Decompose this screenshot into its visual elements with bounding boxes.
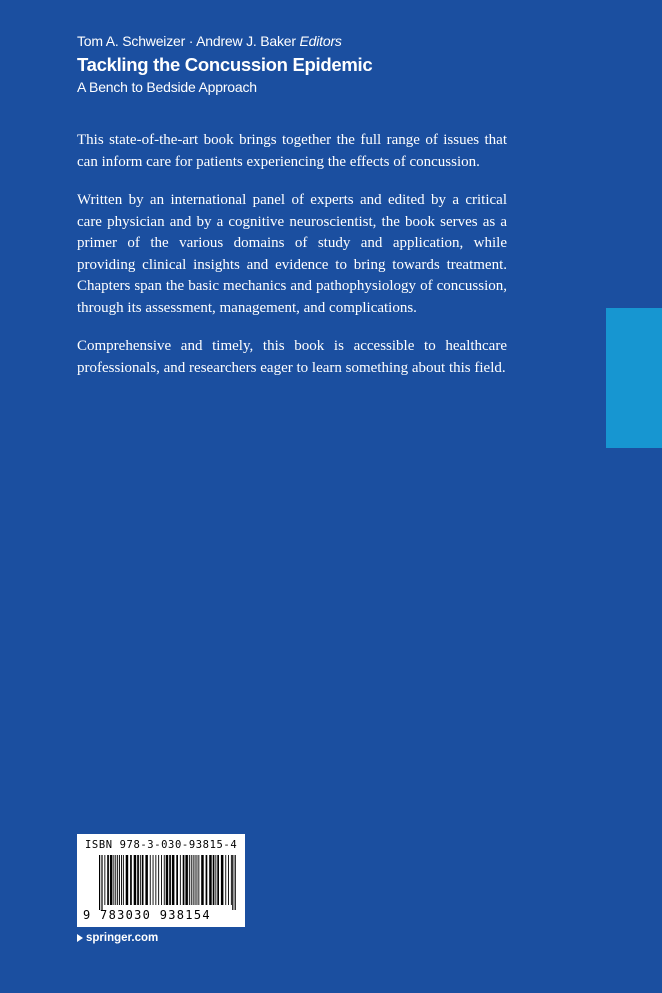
blurb-paragraph-3: Comprehensive and timely, this book is accessible to healthcare professionals, and researchers eager to learn something about this field. [77, 338, 507, 376]
barcode-icon [99, 855, 237, 910]
blurb-paragraph-2: Written by an international panel of experts and edited by a critical care physician and by a cognitive neuroscientist, the book serves as a primer of the various domains of study and application, while providing clinical insights and evidence to bring towards treatment. Chapters span the basic mechanics and pathophysiology of concussion, through its assessment, management, and complications. [77, 192, 507, 316]
editors-line [77, 33, 342, 49]
publisher-url: springer.com [86, 932, 159, 944]
barcode-box [77, 834, 245, 927]
publisher-link[interactable] [77, 932, 158, 944]
blurb [77, 130, 507, 396]
editors-names: Tom A. Schweizer · Andrew J. Baker [77, 33, 296, 49]
book-subtitle: A Bench to Bedside Approach [77, 79, 257, 95]
spine-color-tab [606, 308, 662, 448]
barcode-digits: 9 783030 938154 [83, 908, 211, 922]
isbn-label: ISBN 978-3-030-93815-4 [85, 839, 238, 851]
blurb-paragraph-1: This state-of-the-art book brings together the full range of issues that can inform care for patients experiencing the effects of concussion. [77, 132, 507, 170]
triangle-arrow-icon [77, 934, 83, 942]
book-title: Tackling the Concussion Epidemic [77, 54, 373, 75]
editors-role: Editors [299, 33, 342, 49]
